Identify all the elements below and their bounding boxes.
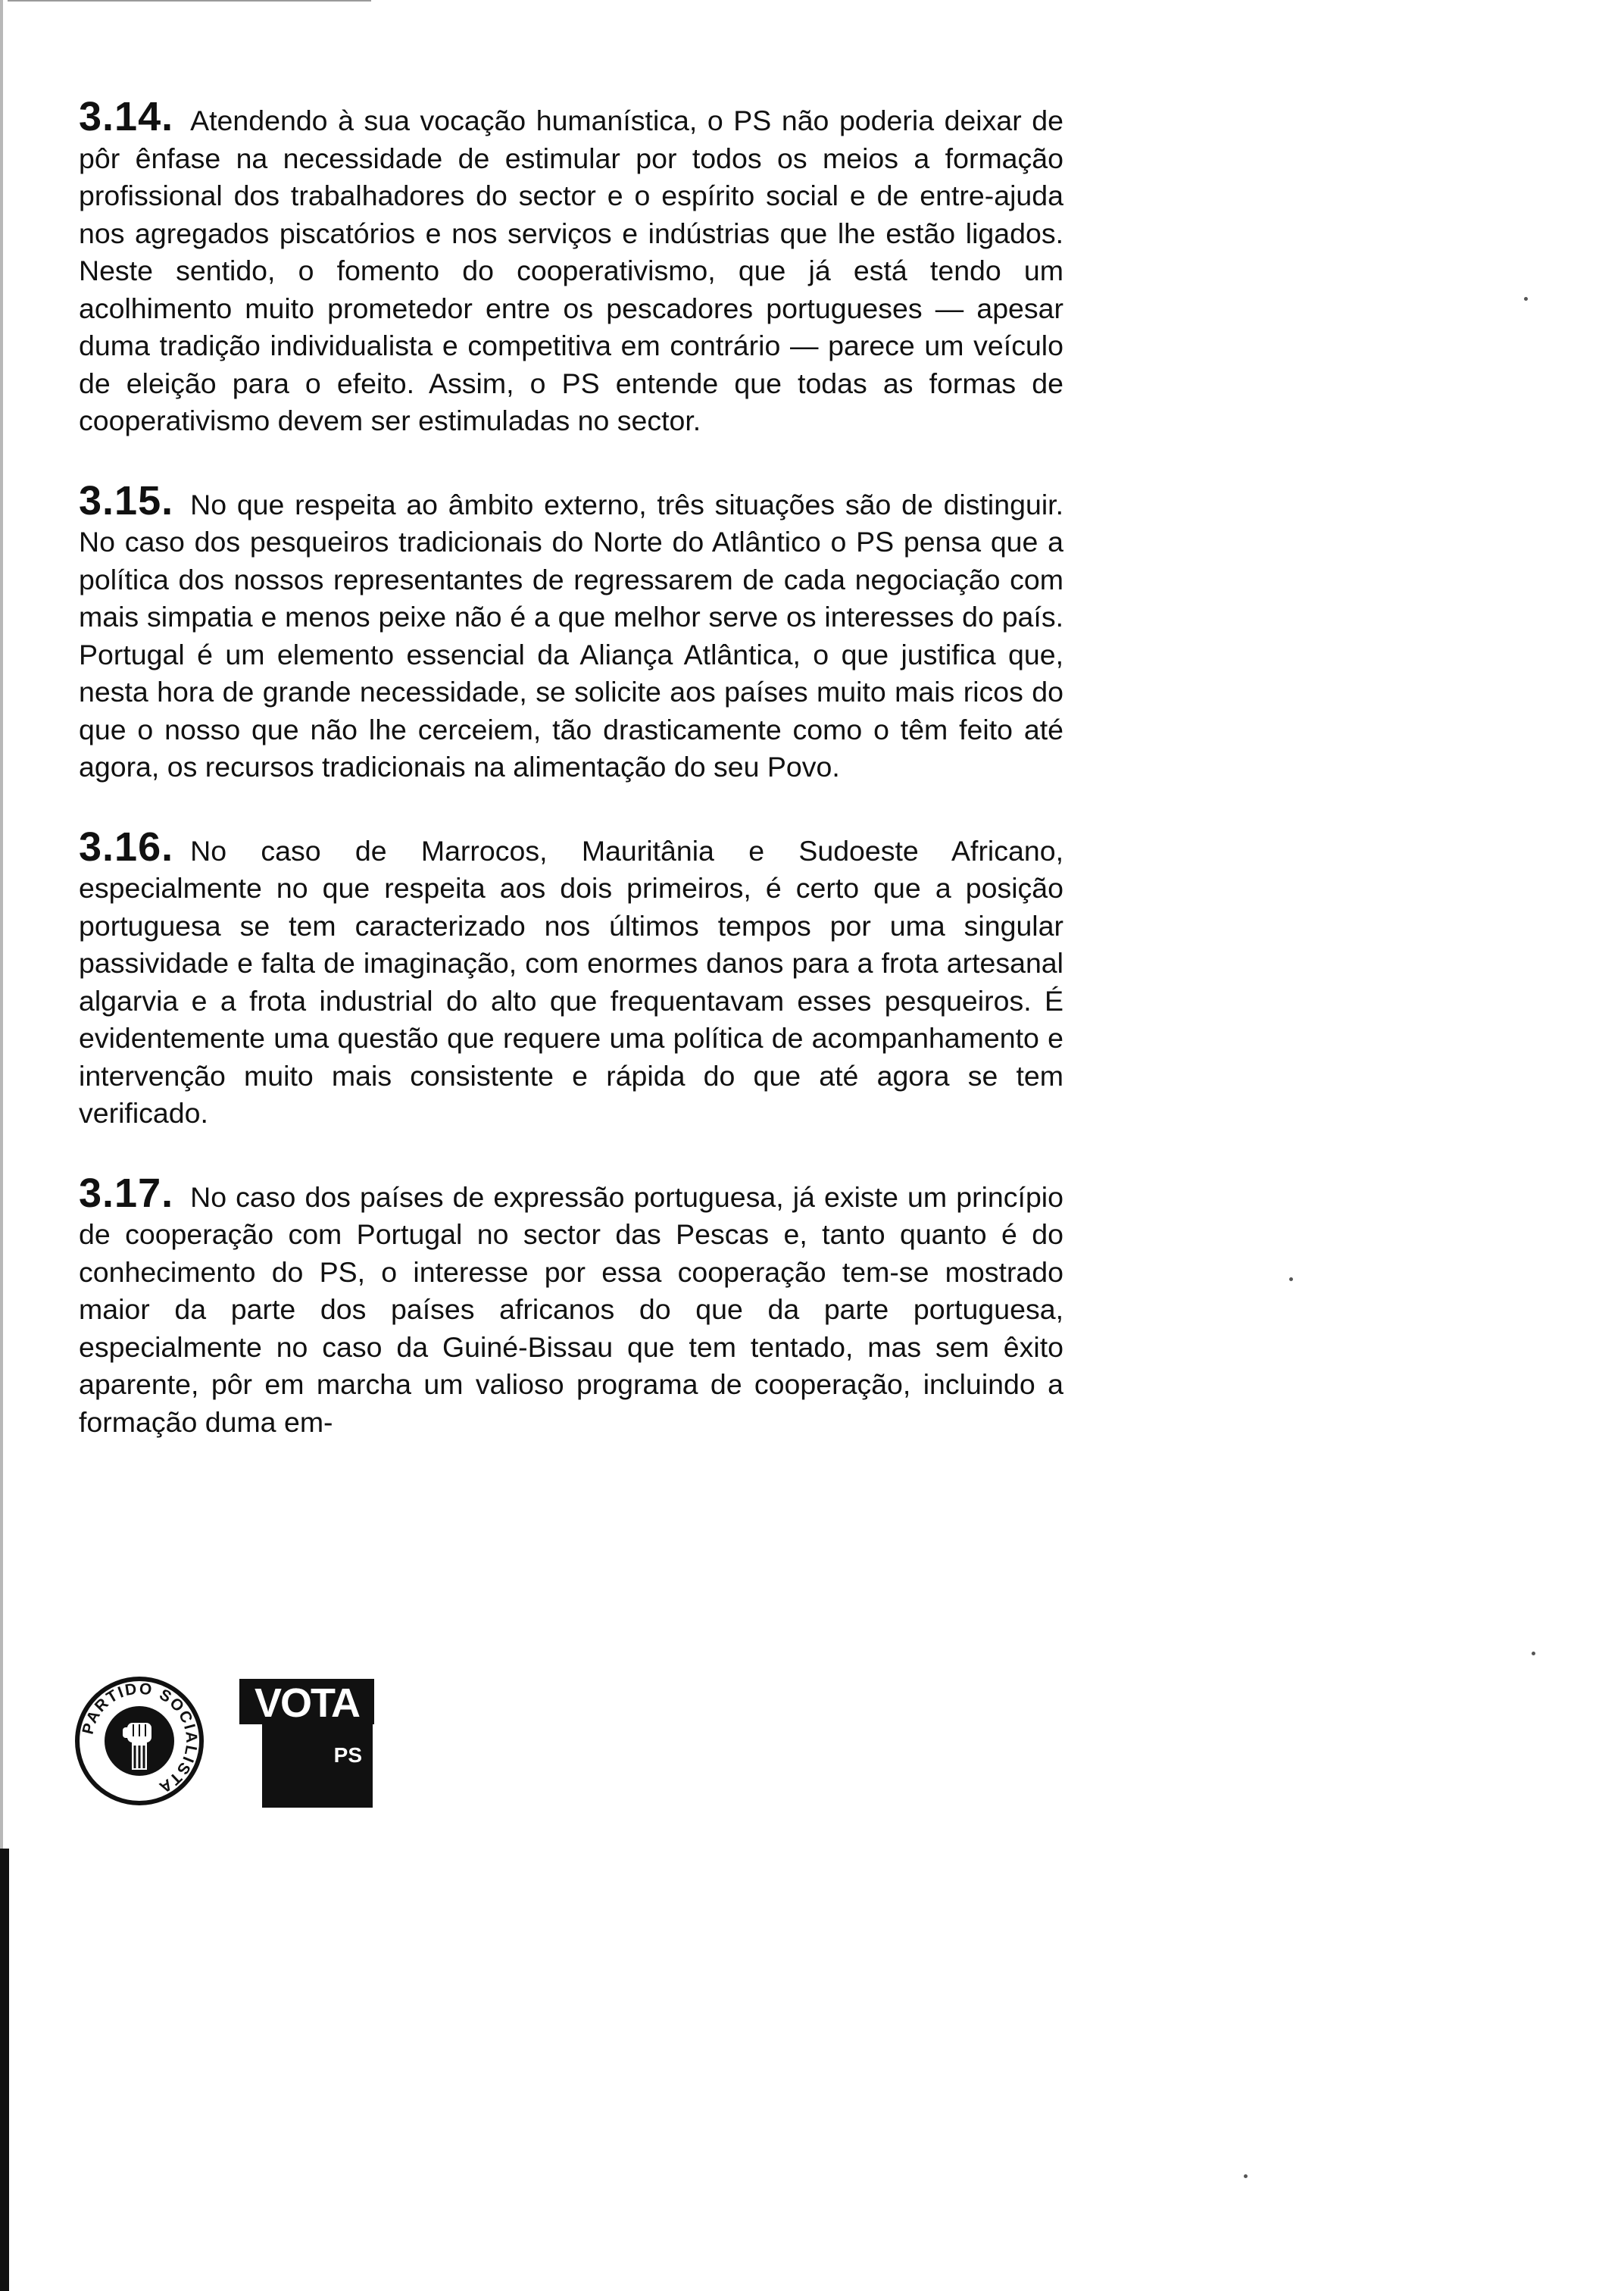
footer-logos — [74, 1676, 392, 1827]
section-3-15 — [79, 477, 1063, 786]
vota-ps-logo — [239, 1679, 374, 1808]
section-3-16 — [79, 824, 1063, 1133]
section-text: No caso dos países de expressão portuguesa, já existe um princípio de cooperação com Portugal no sector das Pescas e, tanto quanto é do conhecimento do PS, o interesse por essa cooperação tem-se mostrado maior da parte dos países africanos do que da parte portuguesa, especialmente no caso da Guiné-Bissau que tem tentado, mas sem êxito aparente, pôr em marcha um valioso programa de cooperação, incluindo a formação duma em- — [79, 1180, 1063, 1438]
seal-text: PARTIDO SOCIALISTA — [79, 1680, 201, 1797]
section-3-14 — [79, 94, 1063, 440]
ps-seal-graphic — [74, 1676, 205, 1806]
section-3-17 — [79, 1170, 1063, 1442]
ps-text: PS — [333, 1743, 362, 1767]
vota-text: VOTA — [255, 1680, 359, 1726]
scan-speck — [1289, 1277, 1293, 1281]
section-number: 3.16. — [79, 824, 174, 870]
section-text: Atendendo à sua vocação humanística, o PS não poderia deixar de pôr ênfase na necessidade de estimular por todos os meios a formação profissional dos trabalhadores do sector e o espírito social e de entre-ajuda nos agregados piscatórios e nos serviços e indústrias que lhe estão ligados. Neste sentido, o fomento do cooperativismo, que já está tendo um acolhimento muito prometedor entre os pescadores portugueses — apesar duma tradição individualista e competitiva em contrário — parece um veículo de eleição para o efeito. Assim, o PS entende que todas as formas de cooperativismo devem ser estimuladas no sector. — [79, 105, 1063, 436]
scan-speck — [1524, 297, 1528, 301]
section-text: No que respeita ao âmbito externo, três situações são de distinguir. No caso dos pesqueiros tradicionais do Norte do Atlântico o PS pensa que a política dos nossos representantes de regressarem de cada negociação com mais simpatia e menos peixe não é a que melhor serve os interesses do país. Portugal é um elemento essencial da Aliança Atlântica, o que justifica que, nesta hora de grande necessidade, se solicite aos países muito mais ricos do que o nosso que não lhe cerceiem, tão drasticamente como o têm feito até agora, os recursos tradicionais na alimentação do seu Povo. — [79, 488, 1063, 783]
section-number: 3.14. — [79, 94, 174, 139]
document-body — [79, 94, 1063, 1483]
scan-edge — [0, 0, 3, 1909]
section-number: 3.17. — [79, 1170, 174, 1216]
section-text: No caso de Marrocos, Mauritânia e Sudoeste Africano, especialmente no que respeita aos dois primeiros, é certo que a posição portuguesa se tem caracterizado nos últimos tempos por uma singular passividade e falta de imaginação, com enormes danos para a frota artesanal algarvia e a frota industrial do alto que frequentavam esses pesqueiros. É evidentemente uma questão que requere uma política de acompanhamento e intervenção muito mais consistente e rápida do que até agora se tem verificado. — [79, 834, 1063, 1129]
scan-edge-shadow — [0, 1849, 9, 2291]
scan-speck — [1244, 2174, 1248, 2178]
ps-seal-logo — [74, 1676, 205, 1806]
vota-ps-graphic — [239, 1679, 374, 1808]
section-number: 3.15. — [79, 477, 174, 524]
scan-speck — [1532, 1652, 1535, 1655]
scan-top-line — [8, 0, 371, 2]
